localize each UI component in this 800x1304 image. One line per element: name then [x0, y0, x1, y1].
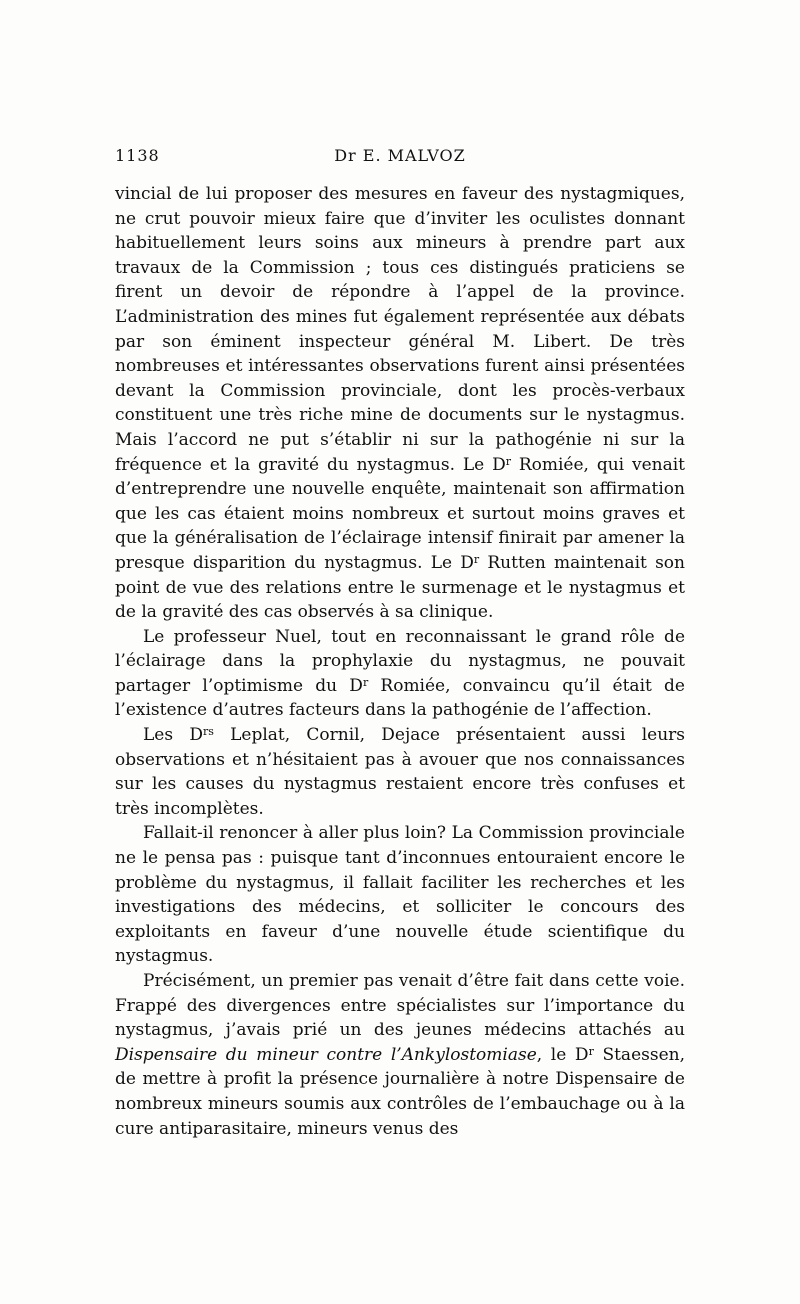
- superscript: r: [473, 552, 480, 566]
- page-header: [115, 146, 685, 172]
- text-segment: Fallait-il renoncer à aller plus loin? La Commission provinciale ne le pensa pas : puisque tant d’inconnues entouraient encore le problème du nystagmus, il fallait faciliter les recherches et les investigations des médecins, et solliciter le concours des exploitants en faveur d’une nouvelle étude scientifique du nystagmus.: [115, 823, 685, 967]
- superscript: r: [588, 1044, 594, 1058]
- text-segment: Le professeur Nuel, tout en reconnaissant le grand rôle de l’éclairage dans la prophylaxie du nystagmus, ne pouvait partager l’optimisme du D: [115, 626, 685, 696]
- running-head: Dr E. MALVOZ: [334, 146, 466, 165]
- superscript: rs: [202, 725, 214, 739]
- text-segment: Romiée, convaincu qu’il était de l’existence d’autres facteurs dans la pathogénie de l’affection.: [115, 675, 685, 721]
- paragraph: [115, 969, 685, 1141]
- text-segment: Rutten maintenait son point de vue des relations entre le surmenage et le nystagmus et de la gravité des cas observés à sa clinique.: [115, 552, 685, 623]
- text-segment: Les D: [143, 725, 203, 746]
- text-segment: Précisément, un premier pas venait d’être fait dans cette voie. Frappé des divergences entre spécialistes sur l’importance du nystagmus, j’avais prié un des jeunes médecins attachés au: [115, 971, 685, 1041]
- text-segment: Romiée, qui venait d’entreprendre une nouvelle enquête, maintenait son affirmation que les cas étaient moins nombreux et surtout moins graves et que la généralisation de l’éclairage intensif finirait par amener la presque disparition du nystagmus. Le D: [115, 454, 685, 573]
- text-segment: Leplat, Cornil, Dejace présentaient aussi leurs observations et n’hésitaient pas à avouer que nos connaissances sur les causes du nystagmus restaient encore très confuses et très incomplètes.: [115, 725, 686, 819]
- paragraph: [115, 625, 685, 723]
- paragraph: [115, 723, 685, 821]
- superscript: r: [362, 675, 369, 689]
- italic-title: Dispensaire du mineur contre l’Ankylostomiase: [115, 1044, 537, 1065]
- superscript: r: [505, 454, 511, 468]
- text-segment: Staessen, de mettre à profit la présence journalière à notre Dispensaire de nombreux mineurs soumis aux contrôles de l’embauchage ou à la cure antiparasitaire, mineurs venus des: [115, 1044, 685, 1139]
- body-text: [115, 182, 685, 1141]
- text-segment: , le D: [536, 1044, 589, 1065]
- paragraph: [115, 821, 685, 969]
- page-number: 1138: [115, 146, 160, 165]
- text-segment: vincial de lui proposer des mesures en faveur des nystagmiques, ne crut pouvoir mieux faire que d’inviter les oculistes donnant habituellement leurs soins aux mineurs à prendre part aux travaux de la Commission ; tous ces distingués praticiens se firent un devoir de répondre à l’appel de la province. L’administration des mines fut également représentée aux débats par son éminent inspecteur général M. Libert. De très nombreuses et intéressantes observations furent ainsi présentées devant la Commission provinciale, dont les procès-verbaux constituent une très riche mine de documents sur le nystagmus. Mais l’accord ne put s’établir ni sur la pathogénie ni sur la fréquence et la gravité du nystagmus. Le D: [115, 184, 685, 475]
- paragraph: [115, 182, 685, 625]
